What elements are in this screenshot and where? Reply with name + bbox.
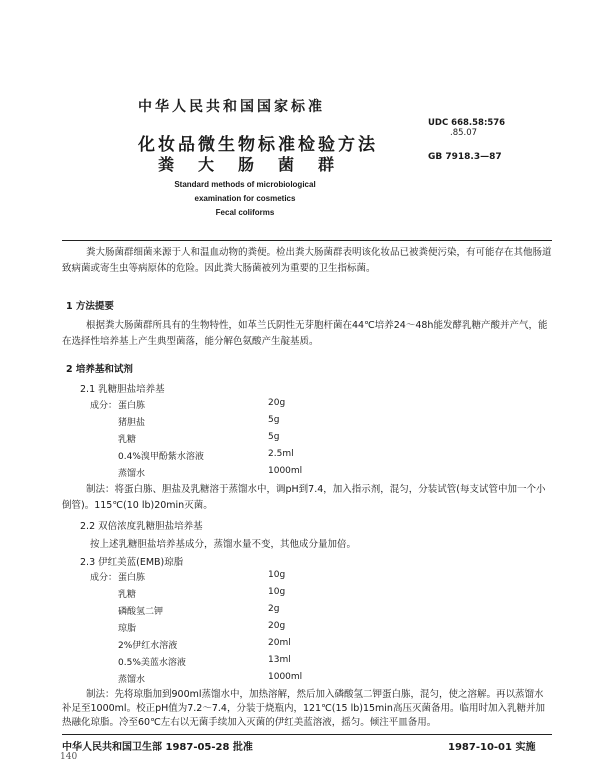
composition-label: 成分：: [90, 401, 118, 411]
footer-rule: [62, 734, 552, 735]
section-2-3-method: 制法：先将琼脂加到900ml蒸馏水中，加热溶解，然后加入磷酸氢二钾蛋白胨，混匀，使之溶解。再以蒸馏水补足至1000ml。校正pH值为7.2～7.4，分装于烧瓶内，121℃(15 lb)15min高压灭菌备用。临用时加入乳糖并加热融化琼脂。冷至60℃左右以无菌手续加入灭菌的伊红美蓝溶液，摇匀。倾注平皿备用。: [62, 689, 545, 728]
english-title-line: examination for cosmetics: [194, 194, 296, 203]
ingredient-amount: 10g: [268, 570, 286, 580]
national-standard-heading: 中华人民共和国国家标准: [138, 99, 325, 115]
ingredient-amount: 13ml: [268, 655, 291, 665]
effective-date: 1987-10-01 实施: [448, 742, 536, 753]
section-2-1-method: 制法：将蛋白胨、胆盐及乳糖溶于蒸馏水中，调pH到7.4，加入指示剂，混匀，分装试管(每支试管中加一个小倒管)。115℃(10 lb)20min灭菌。: [62, 484, 546, 511]
ingredient-amount: 1000ml: [268, 672, 303, 682]
ingredient-name: 0.5%美蓝水溶液: [118, 658, 186, 668]
ingredient-amount: 20g: [268, 398, 286, 408]
ingredient-amount: 2g: [268, 604, 280, 614]
section-2-2-text: 按上述乳糖胆盐培养基成分，蒸馏水量不变，其他成分量加倍。: [90, 539, 357, 550]
section-2-2-heading: 2.2 双倍浓度乳糖胆盐培养基: [80, 521, 203, 532]
english-title-line: Fecal coliforms: [215, 208, 275, 217]
section-2-3-heading: 2.3 伊红美蓝(EMB)琼脂: [80, 557, 184, 568]
ingredient-name: 蒸馏水: [118, 675, 146, 685]
document-title: 化妆品微生物标准检验方法: [138, 135, 378, 155]
ingredient-name: 琼脂: [118, 624, 137, 634]
udc-code-continued: .85.07: [450, 128, 478, 138]
ingredient-name: 乳糖: [118, 590, 137, 600]
ingredient-amount: 5g: [268, 432, 280, 442]
ingredient-name: 乳糖: [118, 435, 137, 445]
ingredient-amount: 1000ml: [268, 466, 303, 476]
section-1-text: 根据粪大肠菌群所具有的生物特性，如革兰氏阴性无芽胞杆菌在44℃培养24～48h能发酵乳糖产酸并产气，能在选择性培养基上产生典型菌落，能分解色氨酸产生靛基质。: [62, 320, 548, 347]
approval-statement: 中华人民共和国卫生部 1987-05-28 批准: [62, 742, 253, 753]
section-1-heading: 1 方法提要: [66, 301, 114, 312]
ingredient-name: 蒸馏水: [118, 469, 146, 479]
udc-code: UDC 668.58:576: [428, 118, 506, 128]
header-rule: [62, 240, 552, 241]
ingredient-amount: 20g: [268, 621, 286, 631]
ingredient-name: 0.4%溴甲酚紫水溶液: [118, 452, 204, 462]
english-title-line: Standard methods of microbiological: [174, 180, 316, 189]
ingredient-name: 蛋白胨: [118, 573, 146, 583]
ingredient-name: 蛋白胨: [118, 401, 146, 411]
ingredient-name: 2%伊红水溶液: [118, 641, 178, 651]
intro-paragraph: 粪大肠菌群细菌来源于人和温血动物的粪便。检出粪大肠菌群表明该化妆品已被粪便污染，有可能存在其他肠道致病菌或寄生虫等病原体的危险。因此粪大肠菌被列为重要的卫生指标菌。: [62, 247, 552, 274]
section-2-1-heading: 2.1 乳糖胆盐培养基: [80, 384, 165, 395]
gb-standard-number: GB 7918.3—87: [428, 152, 502, 162]
page-number: 140: [60, 752, 78, 762]
ingredient-name: 磷酸氢二钾: [118, 607, 164, 617]
ingredient-amount: 10g: [268, 587, 286, 597]
ingredient-name: 猪胆盐: [118, 418, 146, 428]
ingredient-amount: 5g: [268, 415, 280, 425]
ingredient-amount: 20ml: [268, 638, 291, 648]
section-2-heading: 2 培养基和试剂: [66, 364, 133, 375]
composition-label: 成分：: [90, 573, 118, 583]
ingredient-amount: 2.5ml: [268, 449, 294, 459]
document-subtitle: 粪大肠菌群: [158, 155, 359, 174]
